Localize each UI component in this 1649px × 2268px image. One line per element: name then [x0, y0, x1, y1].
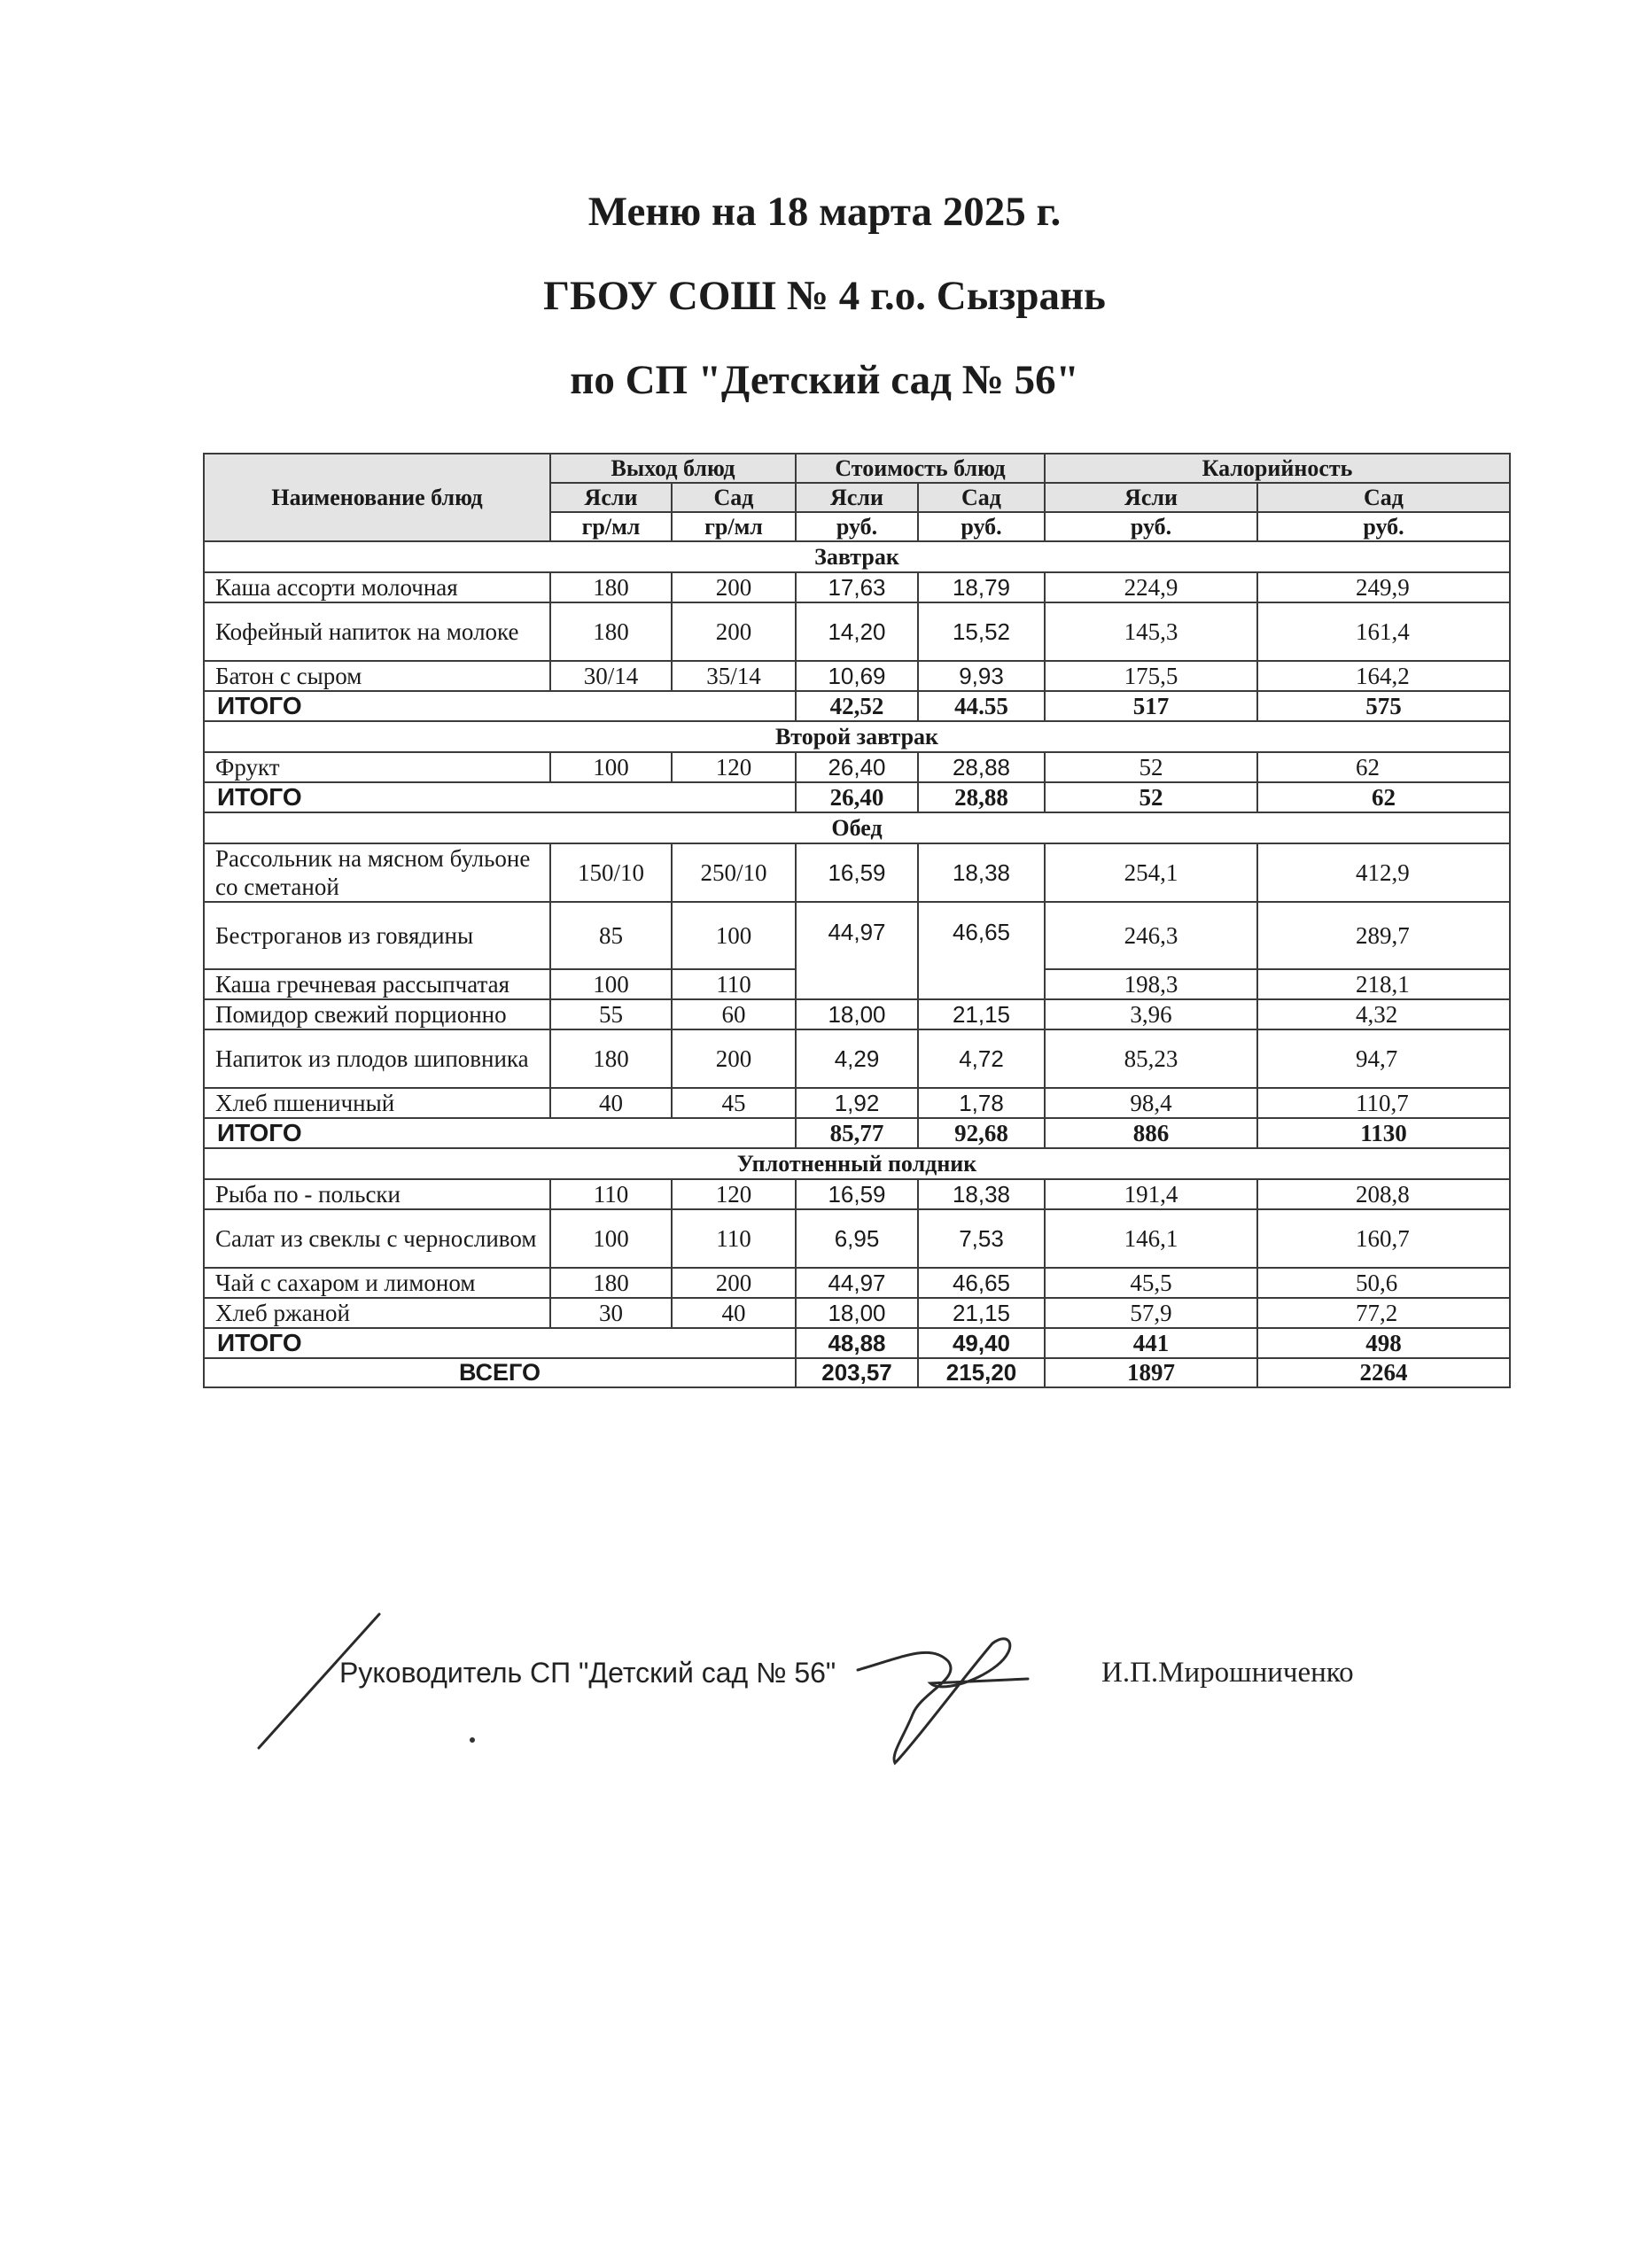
cell: 1130 — [1257, 1118, 1510, 1148]
cell: 26,40 — [796, 782, 918, 812]
total-label: ИТОГО — [204, 782, 796, 812]
cell: 10,69 — [796, 661, 918, 691]
total-row — [204, 691, 1510, 721]
total-row — [204, 1328, 1510, 1358]
dish-name: Напиток из плодов шиповника — [204, 1029, 550, 1088]
cell: 100 — [672, 902, 796, 969]
cell: 18,38 — [918, 1179, 1045, 1209]
cell: 57,9 — [1045, 1298, 1257, 1328]
cell: 412,9 — [1257, 843, 1510, 902]
cell: 18,00 — [796, 999, 918, 1029]
cell: 85 — [550, 902, 672, 969]
header-output: Выход блюд — [550, 454, 796, 483]
cell: 28,88 — [918, 782, 1045, 812]
cell: 16,59 — [796, 843, 918, 902]
cell: 21,15 — [918, 1298, 1045, 1328]
cell: 85,23 — [1045, 1029, 1257, 1088]
signatory-role: Руководитель СП "Детский сад № 56" — [339, 1657, 836, 1689]
table-row — [204, 1179, 1510, 1209]
header-sub: Ясли — [550, 483, 672, 512]
cell: 30 — [550, 1298, 672, 1328]
cell: 100 — [550, 1209, 672, 1268]
cell: 289,7 — [1257, 902, 1510, 969]
cell: 191,4 — [1045, 1179, 1257, 1209]
cell: 200 — [672, 1029, 796, 1088]
header-sub: Ясли — [1045, 483, 1257, 512]
cell: 200 — [672, 602, 796, 661]
header-sub: Ясли — [796, 483, 918, 512]
cell: 1,92 — [796, 1088, 918, 1118]
cell: 2264 — [1257, 1358, 1510, 1387]
cell: 4,29 — [796, 1029, 918, 1088]
cell: 26,40 — [796, 752, 918, 782]
cell: 200 — [672, 1268, 796, 1298]
cell: 98,4 — [1045, 1088, 1257, 1118]
cell: 28,88 — [918, 752, 1045, 782]
cell: 92,68 — [918, 1118, 1045, 1148]
cell: 44,97 — [796, 1268, 918, 1298]
cell: 198,3 — [1045, 969, 1257, 999]
cell: 3,96 — [1045, 999, 1257, 1029]
cell: 250/10 — [672, 843, 796, 902]
cell: 45 — [672, 1088, 796, 1118]
cell: 254,1 — [1045, 843, 1257, 902]
cell: 48,88 — [796, 1328, 918, 1358]
cell: 94,7 — [1257, 1029, 1510, 1088]
table-row — [204, 661, 1510, 691]
header-unit: руб. — [796, 512, 918, 541]
cell: 224,9 — [1045, 572, 1257, 602]
cell: 55 — [550, 999, 672, 1029]
cell: 110 — [550, 1179, 672, 1209]
header-cost: Стоимость блюд — [796, 454, 1045, 483]
header-dish-name: Наименование блюд — [204, 454, 550, 541]
cell: 4,32 — [1257, 999, 1510, 1029]
section-title-breakfast: Завтрак — [204, 541, 1510, 572]
cell: 215,20 — [918, 1358, 1045, 1387]
cell: 30/14 — [550, 661, 672, 691]
header-unit: гр/мл — [672, 512, 796, 541]
total-label: ИТОГО — [204, 1328, 796, 1358]
cell: 110 — [672, 969, 796, 999]
signatory-name: И.П.Мирошниченко — [1101, 1657, 1354, 1689]
cell: 46,65 — [918, 1268, 1045, 1298]
cell: 21,15 — [918, 999, 1045, 1029]
cell: 160,7 — [1257, 1209, 1510, 1268]
cell: 6,95 — [796, 1209, 918, 1268]
header-sub: Сад — [1257, 483, 1510, 512]
menu-table — [203, 453, 1511, 1388]
cell: 17,63 — [796, 572, 918, 602]
cell: 517 — [1045, 691, 1257, 721]
cell: 441 — [1045, 1328, 1257, 1358]
total-label: ИТОГО — [204, 1118, 796, 1148]
cell: 9,93 — [918, 661, 1045, 691]
cell: 62 — [1257, 752, 1510, 782]
dish-name: Хлеб ржаной — [204, 1298, 550, 1328]
cell: 146,1 — [1045, 1209, 1257, 1268]
total-label: ИТОГО — [204, 691, 796, 721]
cell: 40 — [672, 1298, 796, 1328]
cell: 14,20 — [796, 602, 918, 661]
section-title-second-breakfast: Второй завтрак — [204, 721, 1510, 752]
cell: 150/10 — [550, 843, 672, 902]
dish-name: Салат из свеклы с черносливом — [204, 1209, 550, 1268]
dish-name: Бестроганов из говядины — [204, 902, 550, 969]
cell: 85,77 — [796, 1118, 918, 1148]
kindergarten-name: по СП "Детский сад № 56" — [570, 357, 1079, 403]
cell: 40 — [550, 1088, 672, 1118]
section-row — [204, 812, 1510, 843]
cell: 110,7 — [1257, 1088, 1510, 1118]
section-title-afternoon-snack: Уплотненный полдник — [204, 1148, 1510, 1179]
menu-date-title: Меню на 18 марта 2025 г. — [587, 189, 1062, 235]
cell: 161,4 — [1257, 602, 1510, 661]
cell: 120 — [672, 752, 796, 782]
dish-name: Рассольник на мясном бульоне со сметаной — [204, 843, 550, 902]
cell: 203,57 — [796, 1358, 918, 1387]
cell: 18,00 — [796, 1298, 918, 1328]
cell: 110 — [672, 1209, 796, 1268]
table-row — [204, 752, 1510, 782]
cell: 180 — [550, 1268, 672, 1298]
cell: 18,79 — [918, 572, 1045, 602]
cell: 145,3 — [1045, 602, 1257, 661]
dish-name: Каша гречневая рассыпчатая — [204, 969, 550, 999]
cell: 175,5 — [1045, 661, 1257, 691]
header-unit: руб. — [1045, 512, 1257, 541]
cell: 249,9 — [1257, 572, 1510, 602]
header-calories: Калорийность — [1045, 454, 1510, 483]
grand-total-label: ВСЕГО — [204, 1358, 796, 1387]
cell: 180 — [550, 1029, 672, 1088]
grand-total-row — [204, 1358, 1510, 1387]
school-name: ГБОУ СОШ № 4 г.о. Сызрань — [543, 273, 1106, 319]
total-row — [204, 1118, 1510, 1148]
header-unit: руб. — [1257, 512, 1510, 541]
header-sub: Сад — [918, 483, 1045, 512]
cell: 120 — [672, 1179, 796, 1209]
cell: 1,78 — [918, 1088, 1045, 1118]
cell: 44.55 — [918, 691, 1045, 721]
cell: 50,6 — [1257, 1268, 1510, 1298]
dish-name: Чай с сахаром и лимоном — [204, 1268, 550, 1298]
cell: 1897 — [1045, 1358, 1257, 1387]
cell: 45,5 — [1045, 1268, 1257, 1298]
table-row — [204, 572, 1510, 602]
cell: 886 — [1045, 1118, 1257, 1148]
header-sub: Сад — [672, 483, 796, 512]
cell: 180 — [550, 602, 672, 661]
cell: 208,8 — [1257, 1179, 1510, 1209]
table-row — [204, 1209, 1510, 1268]
cell: 100 — [550, 752, 672, 782]
section-row — [204, 721, 1510, 752]
dish-name: Кофейный напиток на молоке — [204, 602, 550, 661]
table-row — [204, 902, 1510, 969]
cell: 46,65 — [918, 902, 1045, 999]
dish-name: Помидор свежий порционно — [204, 999, 550, 1029]
cell: 15,52 — [918, 602, 1045, 661]
cell: 498 — [1257, 1328, 1510, 1358]
cell: 164,2 — [1257, 661, 1510, 691]
cell: 44,97 — [796, 902, 918, 999]
cell: 18,38 — [918, 843, 1045, 902]
cell: 100 — [550, 969, 672, 999]
table-row — [204, 999, 1510, 1029]
dish-name: Хлеб пшеничный — [204, 1088, 550, 1118]
header-row-groups — [204, 454, 1510, 483]
document-header — [0, 190, 1649, 443]
dish-name: Каша ассорти молочная — [204, 572, 550, 602]
section-row — [204, 541, 1510, 572]
table-row — [204, 1088, 1510, 1118]
total-row — [204, 782, 1510, 812]
cell: 49,40 — [918, 1328, 1045, 1358]
cell: 35/14 — [672, 661, 796, 691]
cell: 77,2 — [1257, 1298, 1510, 1328]
dish-name: Рыба по - польски — [204, 1179, 550, 1209]
dish-name: Фрукт — [204, 752, 550, 782]
table-row — [204, 1298, 1510, 1328]
signature-block — [0, 1595, 1649, 1772]
cell: 16,59 — [796, 1179, 918, 1209]
cell: 62 — [1257, 782, 1510, 812]
cell: 575 — [1257, 691, 1510, 721]
section-row — [204, 1148, 1510, 1179]
header-unit: гр/мл — [550, 512, 672, 541]
table-row — [204, 1268, 1510, 1298]
cell: 42,52 — [796, 691, 918, 721]
cell: 52 — [1045, 782, 1257, 812]
section-title-lunch: Обед — [204, 812, 1510, 843]
cell: 60 — [672, 999, 796, 1029]
table-row — [204, 602, 1510, 661]
cell: 7,53 — [918, 1209, 1045, 1268]
cell: 4,72 — [918, 1029, 1045, 1088]
cell: 246,3 — [1045, 902, 1257, 969]
table-row — [204, 1029, 1510, 1088]
cell: 52 — [1045, 752, 1257, 782]
table-row — [204, 843, 1510, 902]
dish-name: Батон с сыром — [204, 661, 550, 691]
header-unit: руб. — [918, 512, 1045, 541]
cell: 200 — [672, 572, 796, 602]
cell: 180 — [550, 572, 672, 602]
cell: 218,1 — [1257, 969, 1510, 999]
